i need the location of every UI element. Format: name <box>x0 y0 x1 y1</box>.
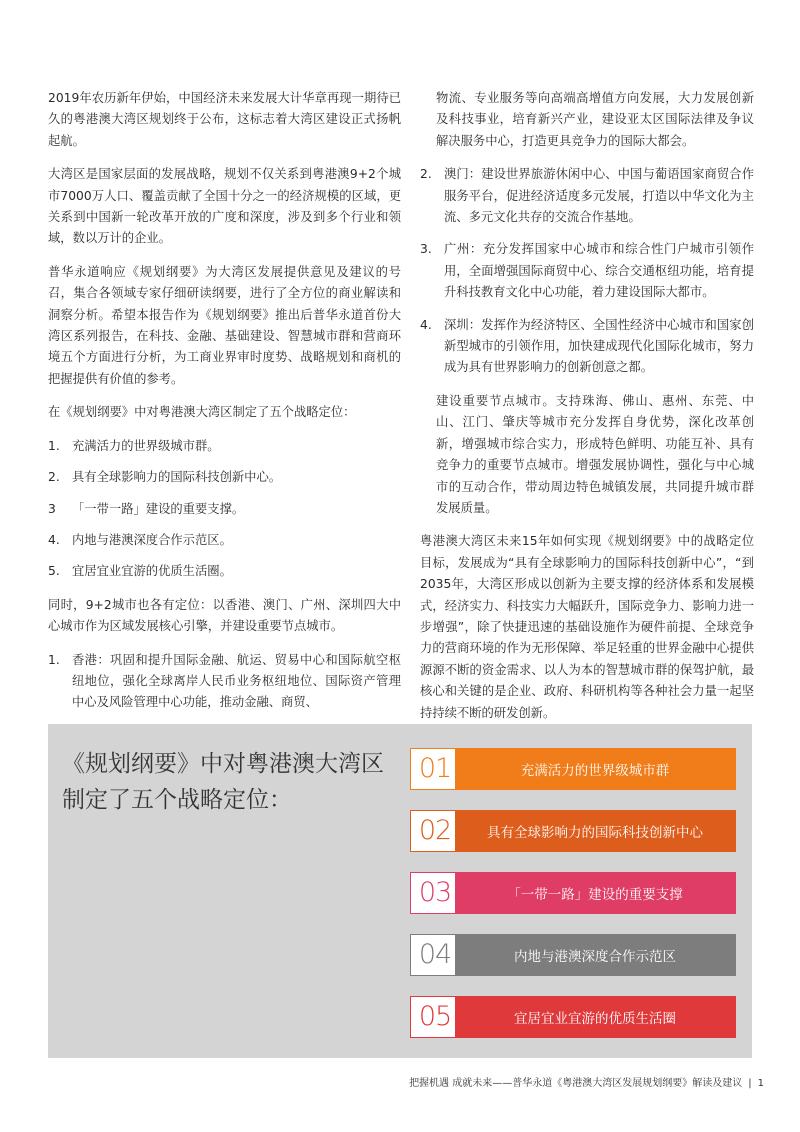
list-item: 4. 内地与港澳深度合作示范区。 <box>48 532 232 547</box>
position-label: 「一带一路」建设的重要支撑 <box>455 872 735 914</box>
positions-panel <box>48 724 752 1058</box>
position-number: 03 <box>418 877 452 908</box>
list-item: 3 「一带一路」建设的重要支撑。 <box>48 501 245 516</box>
panel-title: 《规划纲要》中对粤港澳大湾区制定了五个战略定位： <box>62 751 384 813</box>
footer-separator: | <box>748 1078 752 1089</box>
position-item-01 <box>410 748 736 790</box>
city-list-start <box>48 650 401 714</box>
position-label: 具有全球影响力的国际科技创新中心 <box>455 810 735 852</box>
pwc-response-paragraph: 普华永道响应《规划纲要》为大湾区发展提供意见及建议的号召，集合各领域专家仔细研读纲要，进行了全方位的商业解读和洞察分析。希望本报告作为《规划纲要》推出后普华永道首份大湾区系列报告，在科技、金融、基础建设、智慧城市群和营商环境五个方面进行分析，为工商业界审时度势、战略规划和商机的把握提供有价值的参考。 <box>48 264 401 386</box>
position-label: 内地与港澳深度合作示范区 <box>455 934 735 976</box>
position-label: 宜居宜业宜游的优质生活圈 <box>455 996 735 1038</box>
list-item: 1. 香港：巩固和提升国际金融、航运、贸易中心和国际航空枢纽地位，强化全球离岸人民币业务枢纽地位、国际资产管理中心及风险管理中心功能，推动金融、商贸、 <box>48 652 401 710</box>
positions-intro: 在《规划纲要》中对粤港澳大湾区制定了五个战略定位： <box>48 405 356 420</box>
page-footer <box>409 1074 764 1089</box>
position-item-05 <box>410 996 736 1038</box>
page-number: 1 <box>757 1078 764 1089</box>
list-item: 2. 具有全球影响力的国际科技创新中心。 <box>48 470 282 485</box>
hongkong-continued: 物流、专业服务等向高端高增值方向发展，大力发展创新及科技事业，培育新兴产业，建设亚太区国际法律及争议解决服务中心，打造更具竞争力的国际大都会。 <box>436 91 754 148</box>
list-item: 3. 广州：充分发挥国家中心城市和综合性门户城市引领作用，全面增强国际商贸中心、综合交通枢纽功能，培育提升科技教育文化中心功能，着力建设国际大都市。 <box>420 242 754 300</box>
list-item: 4. 深圳：发挥作为经济特区、全国性经济中心城市和国家创新型城市的引领作用，加快建成现代化国际化城市，努力成为具有世界影响力的创新创意之都。 <box>420 317 754 375</box>
left-column <box>48 88 401 726</box>
right-column <box>420 88 754 736</box>
list-item: 1. 充满活力的世界级城市群。 <box>48 438 220 453</box>
position-number: 05 <box>418 1001 452 1032</box>
position-number: 02 <box>418 815 452 846</box>
position-number: 04 <box>418 939 452 970</box>
list-item: 2. 澳门：建设世界旅游休闲中心、中国与葡语国家商贸合作服务平台，促进经济适度多元发展，打造以中华文化为主流、多元文化共存的交流合作基地。 <box>420 167 754 225</box>
city-list <box>420 164 754 379</box>
position-item-03 <box>410 872 736 914</box>
positions-list <box>48 436 401 583</box>
strategy-paragraph: 大湾区是国家层面的发展战略，规划不仅关系到粤港澳9+2个城市7000万人口、覆盖贡献了全国十分之一的经济规模的区域，更关系到中国新一轮改革开放的广度和深度，涉及到多个行业和领域，数以万计的企业。 <box>48 167 401 246</box>
intro-paragraph: 2019年农历新年伊始，中国经济未来发展大计华章再现一期待已久的粤港澳大湾区规划终于公布，这标志着大湾区建设正式扬帆起航。 <box>48 91 401 148</box>
position-label: 充满活力的世界级城市群 <box>455 748 735 790</box>
cities-intro: 同时，9+2城市也各有定位：以香港、澳门、广州、深圳四大中心城市作为区域发展核心引擎，并建设重要节点城市。 <box>48 597 401 634</box>
conclusion-paragraph: 粤港澳大湾区未来15年如何实现《规划纲要》中的战略定位目标，发展成为“具有全球影响力的国际科技创新中心”，“到2035年，大湾区形成以创新为主要支撑的经济体系和发展模式，经济实力、科技实力大幅跃升，国际竞争力、影响力进一步增强”，除了快捷迅速的基础设施作为硬件前提、全球竞争力的营商环境的作为无形保障、举足轻重的世界金融中心提供源源不断的资金需求、以人为本的智慧城市群的保驾护航，最核心和关键的是企业、政府、科研机构等各种社会力量一起坚持持续不断的研发创新。 <box>420 534 754 720</box>
position-number: 01 <box>418 753 452 784</box>
footer-title: 把握机遇 成就未来——普华永道《粤港澳大湾区发展规划纲要》解读及建议 <box>409 1078 743 1089</box>
position-item-02 <box>410 810 736 852</box>
position-item-04 <box>410 934 736 976</box>
list-item: 5. 宜居宜业宜游的优质生活圈。 <box>48 564 232 579</box>
node-cities-paragraph: 建设重要节点城市。支持珠海、佛山、惠州、东莞、中山、江门、肇庆等城市充分发挥自身优势，深化改革创新，增强城市综合实力，形成特色鲜明、功能互补、具有竞争力的重要节点城市。增强发展协调性，强化与中心城市的互动合作，带动周边特色城镇发展，共同提升城市群发展质量。 <box>436 393 754 515</box>
